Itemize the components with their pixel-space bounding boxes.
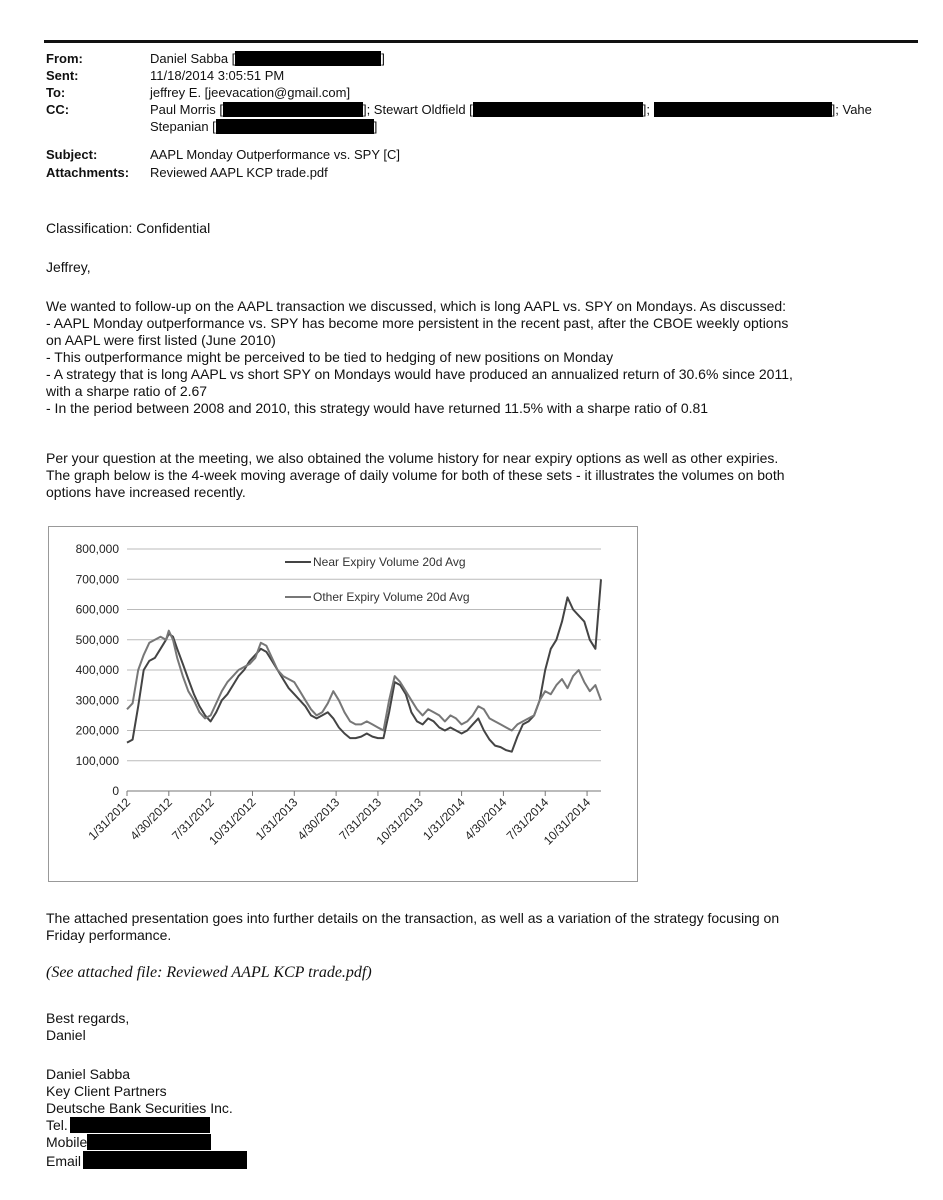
cc-value-line2: Stepanian [ ] xyxy=(150,119,378,134)
redaction-block xyxy=(87,1134,211,1150)
signature-email: Email xyxy=(46,1151,247,1170)
y-tick-label: 0 xyxy=(112,784,119,798)
redaction-block xyxy=(473,102,643,117)
redaction-block xyxy=(235,51,381,66)
x-tick-label: 4/30/2012 xyxy=(127,795,175,843)
signature-company: Deutsche Bank Securities Inc. xyxy=(46,1100,233,1116)
y-tick-label: 300,000 xyxy=(75,693,119,708)
x-tick-label: 4/30/2014 xyxy=(461,795,510,843)
cc-value-line1: Paul Morris [ ]; Stewart Oldfield [ ]; ]; Vahe xyxy=(150,102,872,117)
x-tick-label: 1/31/2012 xyxy=(85,795,134,843)
subject-value: AAPL Monday Outperformance vs. SPY [C] xyxy=(150,147,401,162)
y-tick-label: 700,000 xyxy=(75,572,119,587)
y-tick-label: 200,000 xyxy=(75,723,119,738)
y-tick-label: 600,000 xyxy=(75,602,119,617)
y-tick-label: 400,000 xyxy=(75,663,119,677)
x-tick-label: 10/31/2014 xyxy=(540,795,594,848)
volume-chart-svg xyxy=(49,527,637,881)
attachment-link[interactable]: Reviewed AAPL KCP trade.pdf xyxy=(150,165,328,180)
closing: Best regards, Daniel xyxy=(46,1010,130,1043)
to-value[interactable]: jeffrey E. [jeevacation@gmail.com] xyxy=(150,85,351,100)
signature-team: Key Client Partners xyxy=(46,1083,167,1099)
redaction-block xyxy=(654,102,832,117)
paragraph-3: The attached presentation goes into further details on the transaction, as well as a variation of the strategy focusing on Friday performance. xyxy=(46,910,780,943)
redaction-block xyxy=(70,1117,210,1133)
from-label: From: xyxy=(46,51,83,66)
x-tick-label: 7/31/2013 xyxy=(336,795,385,843)
volume-chart xyxy=(48,526,638,882)
to-label: To: xyxy=(46,85,66,100)
x-tick-label: 10/31/2012 xyxy=(206,795,259,848)
x-tick-label: 4/30/2013 xyxy=(294,795,343,843)
signature-tel: Tel. xyxy=(46,1117,247,1134)
series-line-other-expiry xyxy=(127,631,601,731)
series-line-near-expiry xyxy=(127,579,601,751)
email-header xyxy=(46,50,916,190)
paragraph-1: We wanted to follow-up on the AAPL transaction we discussed, which is long AAPL vs. SPY on Mondays. As discussed: - AAPL Monday outperformance vs. SPY has become more persistent in the recent past, after the CBOE weekly options on AAPL were first listed (June 2010) - This outperformance might be perceived to be tied to hedging of new positions on Monday - A strategy that is long AAPL vs short SPY on Mondays would have produced an annualized return of 30.6% since 2011, with a sharpe ratio of 2.67 - In the period between 2008 and 2010, this strategy would have returned 11.5% with a sharpe ratio of 0.81 xyxy=(46,298,793,416)
x-tick-label: 7/31/2012 xyxy=(169,795,217,843)
x-tick-label: 7/31/2014 xyxy=(503,795,552,843)
subject-label: Subject: xyxy=(46,147,98,162)
classification-line: Classification: Confidential xyxy=(46,220,211,236)
cc-label: CC: xyxy=(46,102,70,117)
x-tick-label: 10/31/2013 xyxy=(373,795,426,848)
attached-file-note[interactable]: (See attached file: Reviewed AAPL KCP trade.pdf) xyxy=(46,964,372,981)
redaction-block xyxy=(223,102,363,117)
legend-label: Near Expiry Volume 20d Avg xyxy=(313,555,466,569)
paragraph-2: Per your question at the meeting, we also obtained the volume history for near expiry options as well as other expiries. The graph below is the 4-week moving average of daily volume for both of these sets - it illustrates the volumes on both options have increased recently. xyxy=(46,450,785,500)
greeting: Jeffrey, xyxy=(46,259,91,275)
redaction-block xyxy=(83,1151,247,1169)
signature-block xyxy=(46,1066,247,1170)
y-tick-label: 500,000 xyxy=(75,632,119,647)
signature-name: Daniel Sabba xyxy=(46,1066,131,1082)
legend-label: Other Expiry Volume 20d Avg xyxy=(313,590,470,604)
from-value: Daniel Sabba [ ] xyxy=(150,51,385,66)
attachments-label: Attachments: xyxy=(46,165,130,180)
header-rule xyxy=(44,40,918,43)
x-tick-label: 1/31/2013 xyxy=(252,795,301,843)
y-tick-label: 100,000 xyxy=(75,753,119,768)
signature-mobile: Mobile xyxy=(46,1134,247,1151)
sent-label: Sent: xyxy=(46,68,79,83)
redaction-block xyxy=(216,119,374,134)
sent-value: 11/18/2014 3:05:51 PM xyxy=(150,68,285,83)
x-tick-label: 1/31/2014 xyxy=(420,795,468,843)
y-tick-label: 800,000 xyxy=(75,542,119,556)
